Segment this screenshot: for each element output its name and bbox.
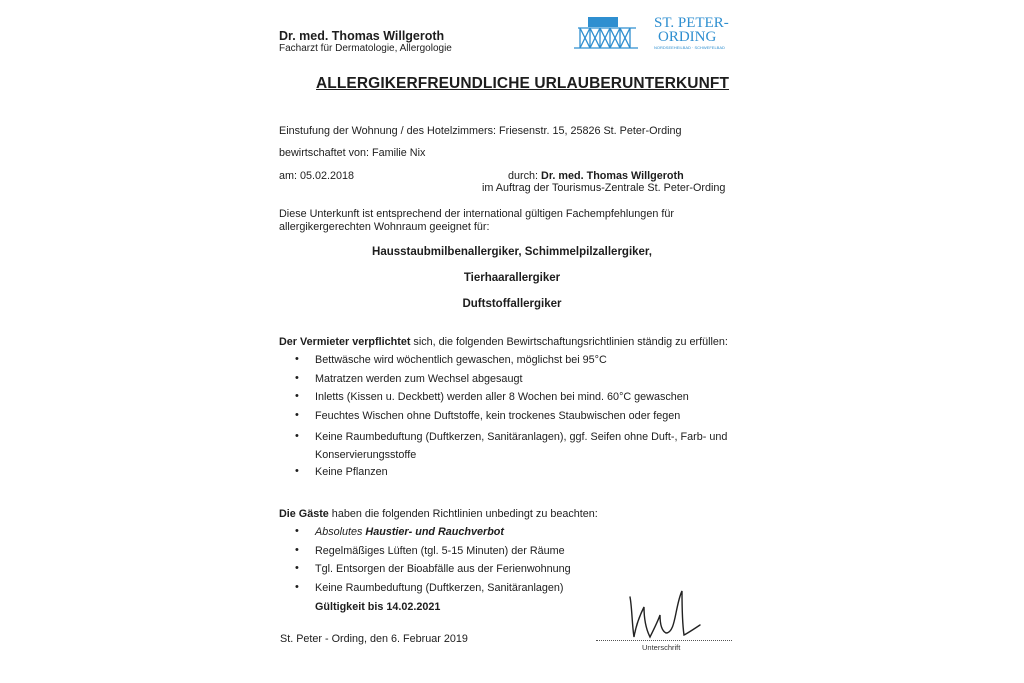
guests-intro-rest: haben die folgenden Richtlinien unbedingt zu beachten: [328,508,598,520]
list-item: • Feuchtes Wischen ohne Duftstoffe, kein trockenes Staubwischen oder fegen [279,410,775,429]
list-item: • Matratzen werden zum Wechsel abgesaugt [279,373,775,392]
landlord-intro-bold: Der Vermieter verpflichtet [279,336,411,348]
guests-intro [279,508,598,520]
guest-rule-prefix: Absolutes [315,526,366,538]
signature-line [596,640,732,641]
suitability-line-2: allergikergerechten Wohnraum geeignet für: [279,221,490,233]
landlord-intro [279,336,728,348]
allergy-line-2: Tierhaarallergiker [463,272,561,284]
commission-line: im Auftrag der Tourismus-Zentrale St. Peter-Ording [482,182,726,194]
landlord-rules-list [279,354,775,485]
place-date: St. Peter - Ording, den 6. Februar 2019 [280,633,468,645]
page-title: ALLERGIKERFREUNDLICHE URLAUBERUNTERKUNFT [316,75,730,92]
inspector-prefix: durch: [508,170,542,182]
list-item: • Regelmäßiges Lüften (tgl. 5-15 Minuten) der Räume [279,545,571,564]
managed-by-line: bewirtschaftet von: Familie Nix [279,147,426,159]
list-item: • Tgl. Entsorgen der Bioabfälle aus der Ferienwohnung [279,563,571,582]
list-item [279,526,571,545]
doctor-specialty: Facharzt für Dermatologie, Allergologie [279,43,452,54]
classification-line: Einstufung der Wohnung / des Hotelzimmers: Friesenstr. 15, 25826 St. Peter-Ording [279,125,682,137]
allergy-line-1: Hausstaubmilbenallergiker, Schimmelpilzallergiker, [372,246,652,258]
list-item: • Keine Raumbeduftung (Duftkerzen, Sanitäranlagen) [279,582,571,601]
inspector-line [508,170,684,182]
logo-text-line2: ORDING [658,29,717,45]
doctor-name: Dr. med. Thomas Willgeroth [279,29,445,43]
allergy-line-3: Duftstoffallergiker [462,298,562,310]
guest-rules-list [279,526,571,600]
date-line: am: 05.02.2018 [279,170,355,182]
logo-tagline: NORDSEEHEILBAD · SCHWEFELBAD [654,45,725,50]
logo-text-line1: ST. PETER- [654,15,729,31]
suitability-line-1: Diese Unterkunft ist entsprechend der international gültigen Fachempfehlungen für [279,208,674,220]
inspector-name: Dr. med. Thomas Willgeroth [541,170,684,182]
guest-rule-highlight: Haustier- und Rauchverbot [365,526,504,538]
list-item: • Keine Pflanzen [279,466,775,485]
list-item: • Keine Raumbeduftung (Duftkerzen, Sanitäranlagen), ggf. Seifen ohne Duft-, Farb- und Konservierungsstoffe [279,428,775,466]
guests-intro-bold: Die Gäste [279,508,329,520]
landlord-intro-rest: sich, die folgenden Bewirtschaftungsrichtlinien ständig zu erfüllen: [410,336,728,348]
validity-date: Gültigkeit bis 14.02.2021 [315,601,441,613]
st-peter-ording-logo [574,12,744,52]
list-item: • Bettwäsche wird wöchentlich gewaschen, möglichst bei 95°C [279,354,775,373]
signature-label: Unterschrift [642,643,681,652]
list-item: • Inletts (Kissen u. Deckbett) werden aller 8 Wochen bei mind. 60°C gewaschen [279,391,775,410]
